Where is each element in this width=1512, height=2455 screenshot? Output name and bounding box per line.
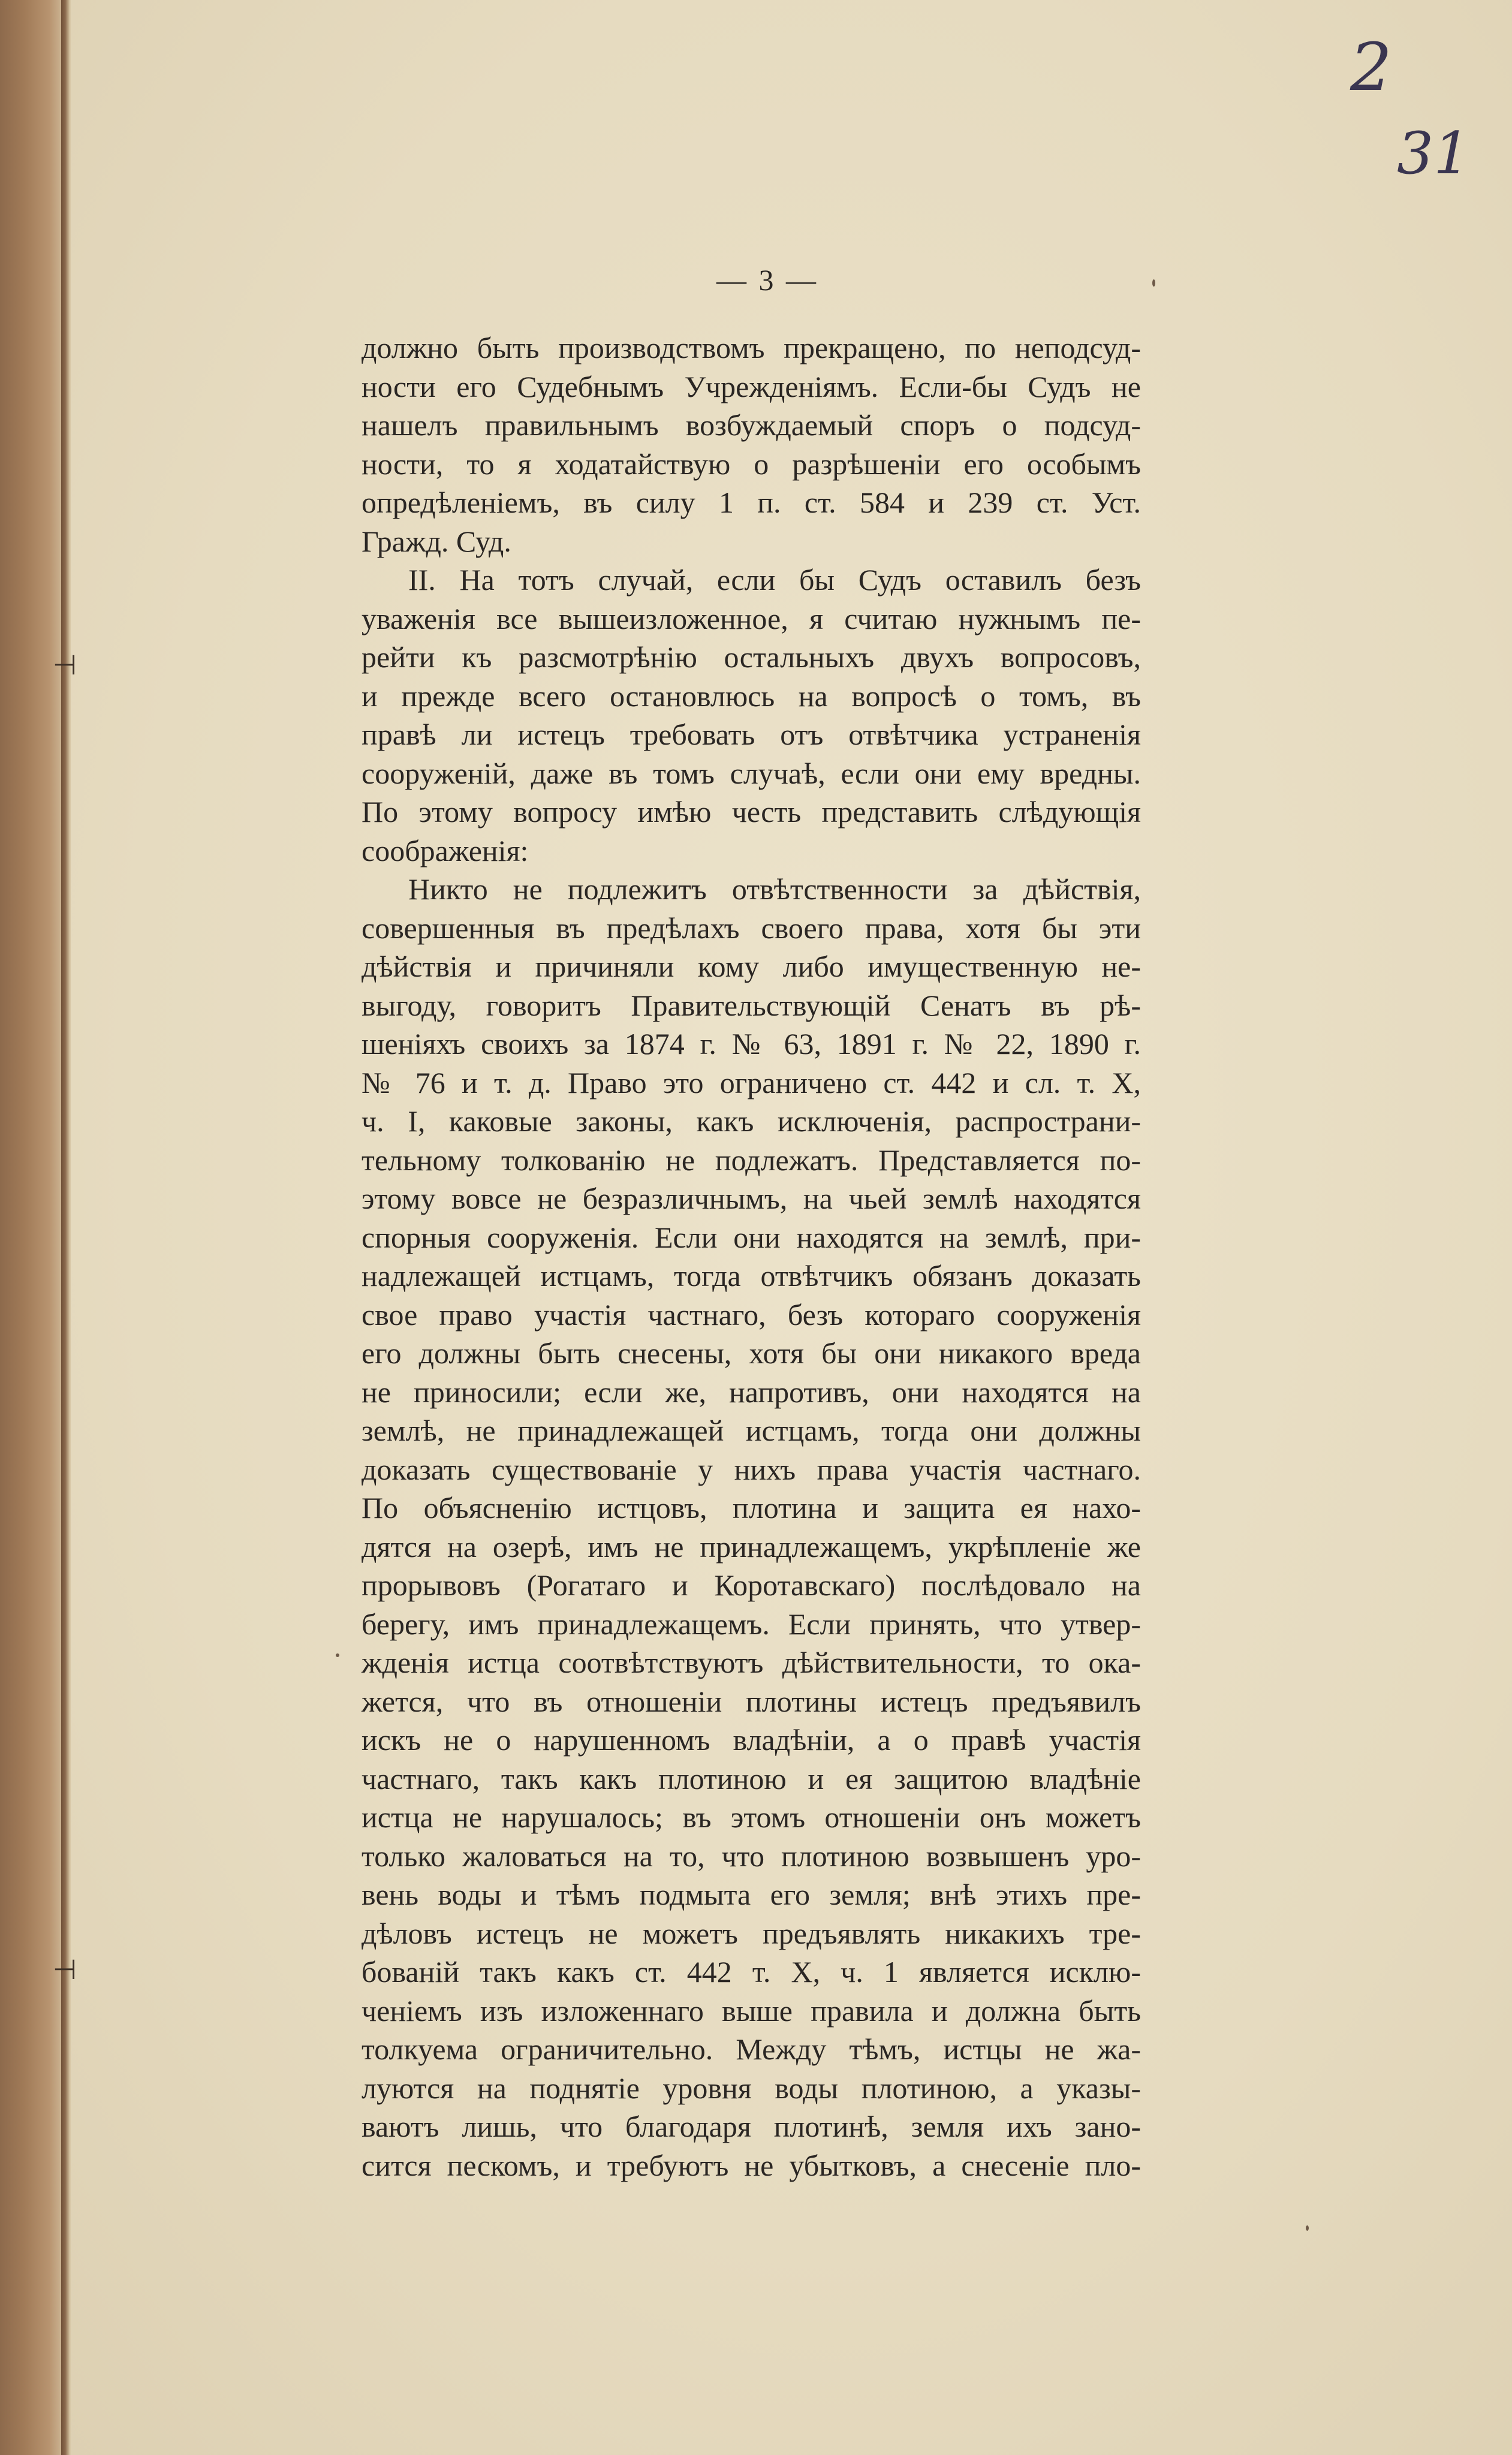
text-line: Гражд. Суд. bbox=[362, 524, 511, 558]
text-line: только жаловаться на то, что плотиною возвышенъ уро- bbox=[362, 1839, 1141, 1873]
text-line: прорывовъ (Рогатаго и Коротавскаго) послѣдовало на bbox=[362, 1568, 1141, 1602]
text-line: его должны быть снесены, хотя бы они никакого вреда bbox=[362, 1336, 1141, 1370]
paper-speck bbox=[336, 1653, 339, 1657]
text-line: рейти къ разсмотрѣнiю остальныхъ двухъ вопросовъ, bbox=[362, 640, 1141, 674]
text-line: должно быть производствомъ прекращено, по неподсуд- bbox=[362, 331, 1141, 365]
text-line: истца не нарушалось; въ этомъ отношенiи онъ можетъ bbox=[362, 1800, 1141, 1834]
text-line: вень воды и тѣмъ подмыта его земля; внѣ этихъ пре- bbox=[362, 1878, 1141, 1911]
text-line: жется, что въ отношенiи плотины истецъ предъявилъ bbox=[362, 1684, 1141, 1718]
text-line: спорныя сооруженiя. Если они находятся на землѣ, при- bbox=[362, 1220, 1141, 1254]
handwritten-folio-number-alt: 31 bbox=[1397, 120, 1471, 187]
text-line: ч. I, каковые законы, какъ исключенiя, распространи- bbox=[362, 1104, 1141, 1138]
text-line: надлежащей истцамъ, тогда отвѣтчикъ обязанъ доказать bbox=[362, 1259, 1141, 1293]
text-line: тельному толкованiю не подлежатъ. Представляется по- bbox=[362, 1143, 1141, 1177]
text-line: жденiя истца соотвѣтствуютъ дѣйствительности, то ока- bbox=[362, 1646, 1141, 1679]
binding-edge bbox=[61, 0, 70, 2455]
text-line: опредѣленiемъ, въ силу 1 п. ст. 584 и 239 ст. Уст. bbox=[362, 486, 1141, 519]
text-line: и прежде всего остановлюсь на вопросѣ о томъ, въ bbox=[362, 679, 1141, 713]
text-line: правѣ ли истецъ требовать отъ отвѣтчика устраненiя bbox=[362, 718, 1141, 751]
text-line: ности его Судебнымъ Учрежденiямъ. Если-бы Судъ не bbox=[362, 369, 1141, 403]
text-line: выгоду, говоритъ Правительствующiй Сенатъ въ рѣ- bbox=[362, 988, 1141, 1022]
binding-thread-icon: ⊣ bbox=[53, 649, 77, 681]
text-line: № 76 и т. д. Право это ограничено ст. 442 и сл. т. X, bbox=[362, 1065, 1141, 1100]
text-line: луются на поднятiе уровня воды плотиною, а указы- bbox=[362, 2071, 1141, 2105]
text-line: ности, то я ходатайствую о разрѣшенiи его особымъ bbox=[362, 447, 1141, 481]
text-line: уваженiя все вышеизложенное, я считаю нужнымъ пе- bbox=[362, 601, 1141, 635]
text-line: Никто не подлежитъ отвѣтственности за дѣйствiя, bbox=[408, 872, 1141, 906]
book-binding bbox=[0, 0, 71, 2455]
text-line: нашелъ правильнымъ возбуждаемый споръ о подсуд- bbox=[362, 408, 1141, 442]
text-line: дѣйствiя и причиняли кому либо имущественную не- bbox=[362, 950, 1141, 983]
text-line: шенiяхъ своихъ за 1874 г. № 63, 1891 г. № 22, 1890 г. bbox=[362, 1027, 1141, 1061]
text-line: землѣ, не принадлежащей истцамъ, тогда они должны bbox=[362, 1414, 1141, 1447]
text-line: сится пескомъ, и требуютъ не убытковъ, а снесенiе пло- bbox=[362, 2148, 1141, 2182]
paper-speck bbox=[1152, 279, 1155, 287]
binding-thread-icon: ⊣ bbox=[53, 1953, 77, 1986]
text-line: ваютъ лишь, что благодаря плотинѣ, земля ихъ зано- bbox=[362, 2110, 1141, 2143]
text-line: совершенныя въ предѣлахъ своего права, хотя бы эти bbox=[362, 911, 1141, 945]
text-line: сооруженiй, даже въ томъ случаѣ, если они ему вредны. bbox=[362, 756, 1141, 790]
text-line: частнаго, такъ какъ плотиною и ея защитою владѣнiе bbox=[362, 1761, 1141, 1796]
text-line: дятся на озерѣ, имъ не принадлежащемъ, укрѣпленiе же bbox=[362, 1529, 1141, 1564]
text-line: дѣловъ истецъ не можетъ предъявлять никакихъ тре- bbox=[362, 1916, 1141, 1950]
text-line: По этому вопросу имѣю честь представить слѣдующiя bbox=[362, 795, 1141, 829]
page-number: — 3 — bbox=[716, 263, 818, 297]
text-line: По объясненiю истцовъ, плотина и защита ея нахо- bbox=[362, 1491, 1141, 1525]
body-text bbox=[362, 329, 1141, 2185]
text-line: не приносили; если же, напротивъ, они находятся на bbox=[362, 1375, 1141, 1409]
text-line: этому вовсе не безразличнымъ, на чьей землѣ находятся bbox=[362, 1182, 1141, 1215]
text-line: ченiемъ изъ изложеннаго выше правила и должна быть bbox=[362, 1993, 1141, 2028]
handwritten-folio-number: 2 bbox=[1350, 29, 1392, 106]
text-line: берегу, имъ принадлежащемъ. Если принять, что утвер- bbox=[362, 1607, 1141, 1641]
text-line: толкуема ограничительно. Между тѣмъ, истцы не жа- bbox=[362, 2032, 1141, 2066]
text-line: искъ не о нарушенномъ владѣнiи, а о правѣ участiя bbox=[362, 1723, 1141, 1757]
text-line: бованiй такъ какъ ст. 442 т. X, ч. 1 является исклю- bbox=[362, 1955, 1141, 1989]
text-line: свое право участiя частнаго, безъ котораго сооруженiя bbox=[362, 1297, 1141, 1332]
text-line: соображенiя: bbox=[362, 833, 529, 867]
text-line: доказать существованiе у нихъ права участiя частнаго. bbox=[362, 1452, 1141, 1486]
text-line: II. На тотъ случай, если бы Судъ оставилъ безъ bbox=[408, 563, 1141, 597]
paper-speck bbox=[1306, 2225, 1309, 2231]
